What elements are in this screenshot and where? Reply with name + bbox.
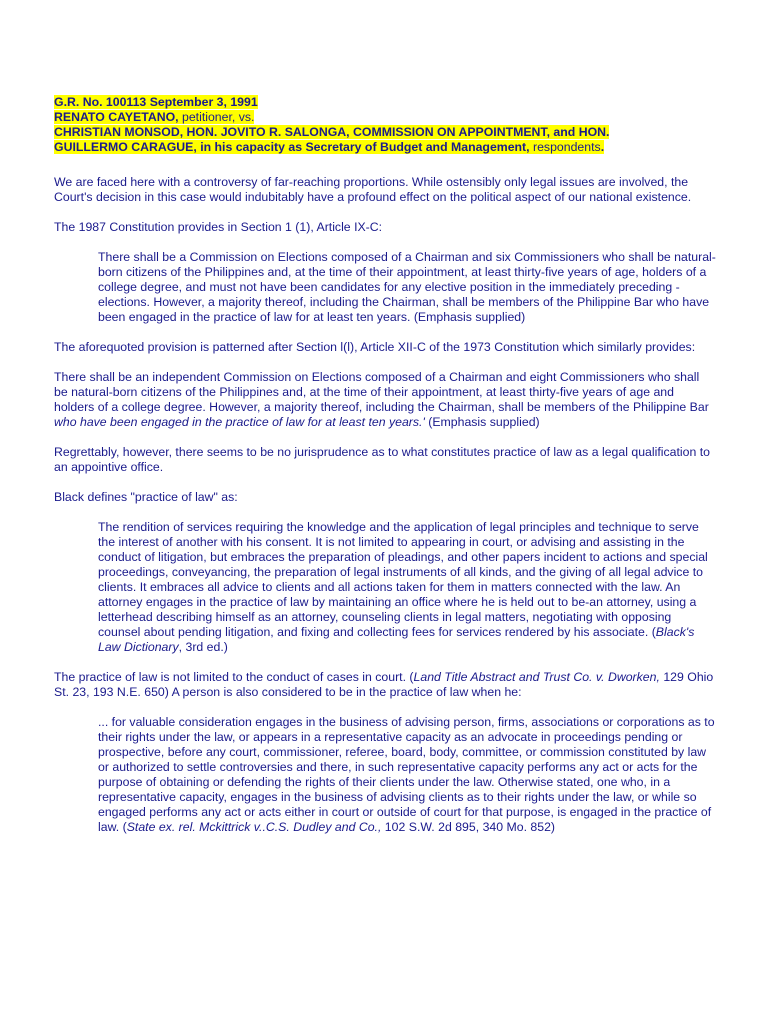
quote-black-citation: Black's Law Dictionary bbox=[98, 625, 695, 654]
paragraph-1973-italic: who have been engaged in the practice of law for at least ten years.' bbox=[54, 415, 425, 429]
quote-black-text: The rendition of services requiring the knowledge and the application of legal principles and technique to serve the interest of another with his consent. It is not limited to appearing in court, or advising and assisting in the conduct of litigation, but embraces the preparation of pleadings, and other papers incident to actions and special proceedings, conveyancing, the preparation of legal instruments of all kinds, and the giving of all legal advice to clients. It embraces all advice to clients and all actions taken for them in matters connected with the law. An attorney engages in the practice of law by maintaining an office where he is held out to be-an attorney, using a letterhead describing himself as an attorney, counseling clients in legal matters, negotiating with opposing counsel about pending litigation, and fixing and collecting fees for services rendered by his associate. ( bbox=[98, 520, 708, 639]
quote-black-edition: , 3rd ed.) bbox=[178, 640, 228, 654]
paragraph-black-defines: Black defines "practice of law" as: bbox=[54, 490, 238, 504]
paragraph-aforequoted: The aforequoted provision is patterned after Section l(l), Article XII-C of the 1973 Constitution which similarly provides: bbox=[54, 340, 696, 354]
practice-case-citation: Land Title Abstract and Trust Co. v. Dworken, bbox=[413, 670, 660, 684]
paragraph-constitution-1987: The 1987 Constitution provides in Section 1 (1), Article IX-C: bbox=[54, 220, 383, 234]
paragraph-intro: We are faced here with a controversy of far-reaching proportions. While ostensibly only legal issues are involved, the Court's decision in this case would indubitably have a profound effect on the political aspect of our national existence. bbox=[54, 175, 692, 204]
paragraph-1973-text: There shall be an independent Commission on Elections composed of a Chairman and eight Commissioners who shall be natural-born citizens of the Philippines and, at the time of their appointment, at least thirty-five years of age and holders of a college degree. However, a majority thereof, including the Chairman, shall be members of the Philippine Bar bbox=[54, 370, 709, 414]
practice-text-end: 129 Ohio St. 23, 193 N.E. 650) A person is also considered to be in the practice of law when he: bbox=[54, 670, 714, 699]
quote-valuable-text: ... for valuable consideration engages in the business of advising person, firms, associations or corporations as to their rights under the law, or appears in a representative capacity as an advocate in proceedings pending or prospective, before any court, commissioner, referee, board, body, committee, or commission constituted by law or authorized to settle controversies and there, in such representative capacity performs any act or acts for the purpose of obtaining or defending the rights of their clients under the law. Otherwise stated, one who, in a representative capacity, engages in the business of advising clients as to their rights under the law, or while so engaged performs any act or acts either in court or outside of court for that purpose, is engaged in the practice of law. ( bbox=[98, 715, 715, 834]
quote-valuable-citation: State ex. rel. Mckittrick v..C.S. Dudley and Co., bbox=[126, 820, 382, 834]
paragraph-regrettably: Regrettably, however, there seems to be no jurisprudence as to what constitutes practice of law as a legal qualification to an appointive office. bbox=[54, 445, 710, 474]
paragraph-practice-not-limited bbox=[54, 670, 716, 700]
respondents-role: respondents bbox=[529, 140, 601, 154]
petitioner-role: petitioner, vs. bbox=[178, 110, 255, 124]
paragraph-1973-constitution bbox=[54, 370, 716, 430]
respondents-line-2: GUILLERMO CARAGUE, in his capacity as Secretary of Budget and Management, bbox=[54, 140, 530, 154]
quote-section-1-article-ix-c: There shall be a Commission on Elections composed of a Chairman and six Commissioners who shall be natural-born citizens of the Philippines and, at the time of their appointment, at least thirty-five years of age, holders of a college degree, and must not have been candidates for any elective position in the immediately preceding -elections. However, a majority thereof, including the Chairman, shall be members of the Philippine Bar who have been engaged in the practice of law for at least ten years. (Emphasis supplied) bbox=[98, 250, 716, 324]
petitioner-name: RENATO CAYETANO, bbox=[54, 110, 179, 124]
header-period: . bbox=[600, 140, 605, 154]
case-number: G.R. No. 100113 September 3, 1991 bbox=[54, 95, 258, 109]
quote-valuable-consideration bbox=[98, 715, 716, 835]
quote-valuable-end: 102 S.W. 2d 895, 340 Mo. 852) bbox=[381, 820, 556, 834]
paragraph-1973-end: (Emphasis supplied) bbox=[424, 415, 540, 429]
case-header bbox=[54, 95, 716, 155]
practice-text: The practice of law is not limited to the conduct of cases in court. ( bbox=[54, 670, 414, 684]
respondents-line-1: CHRISTIAN MONSOD, HON. JOVITO R. SALONGA, COMMISSION ON APPOINTMENT, and HON. bbox=[54, 125, 610, 139]
quote-black-definition bbox=[98, 520, 716, 655]
